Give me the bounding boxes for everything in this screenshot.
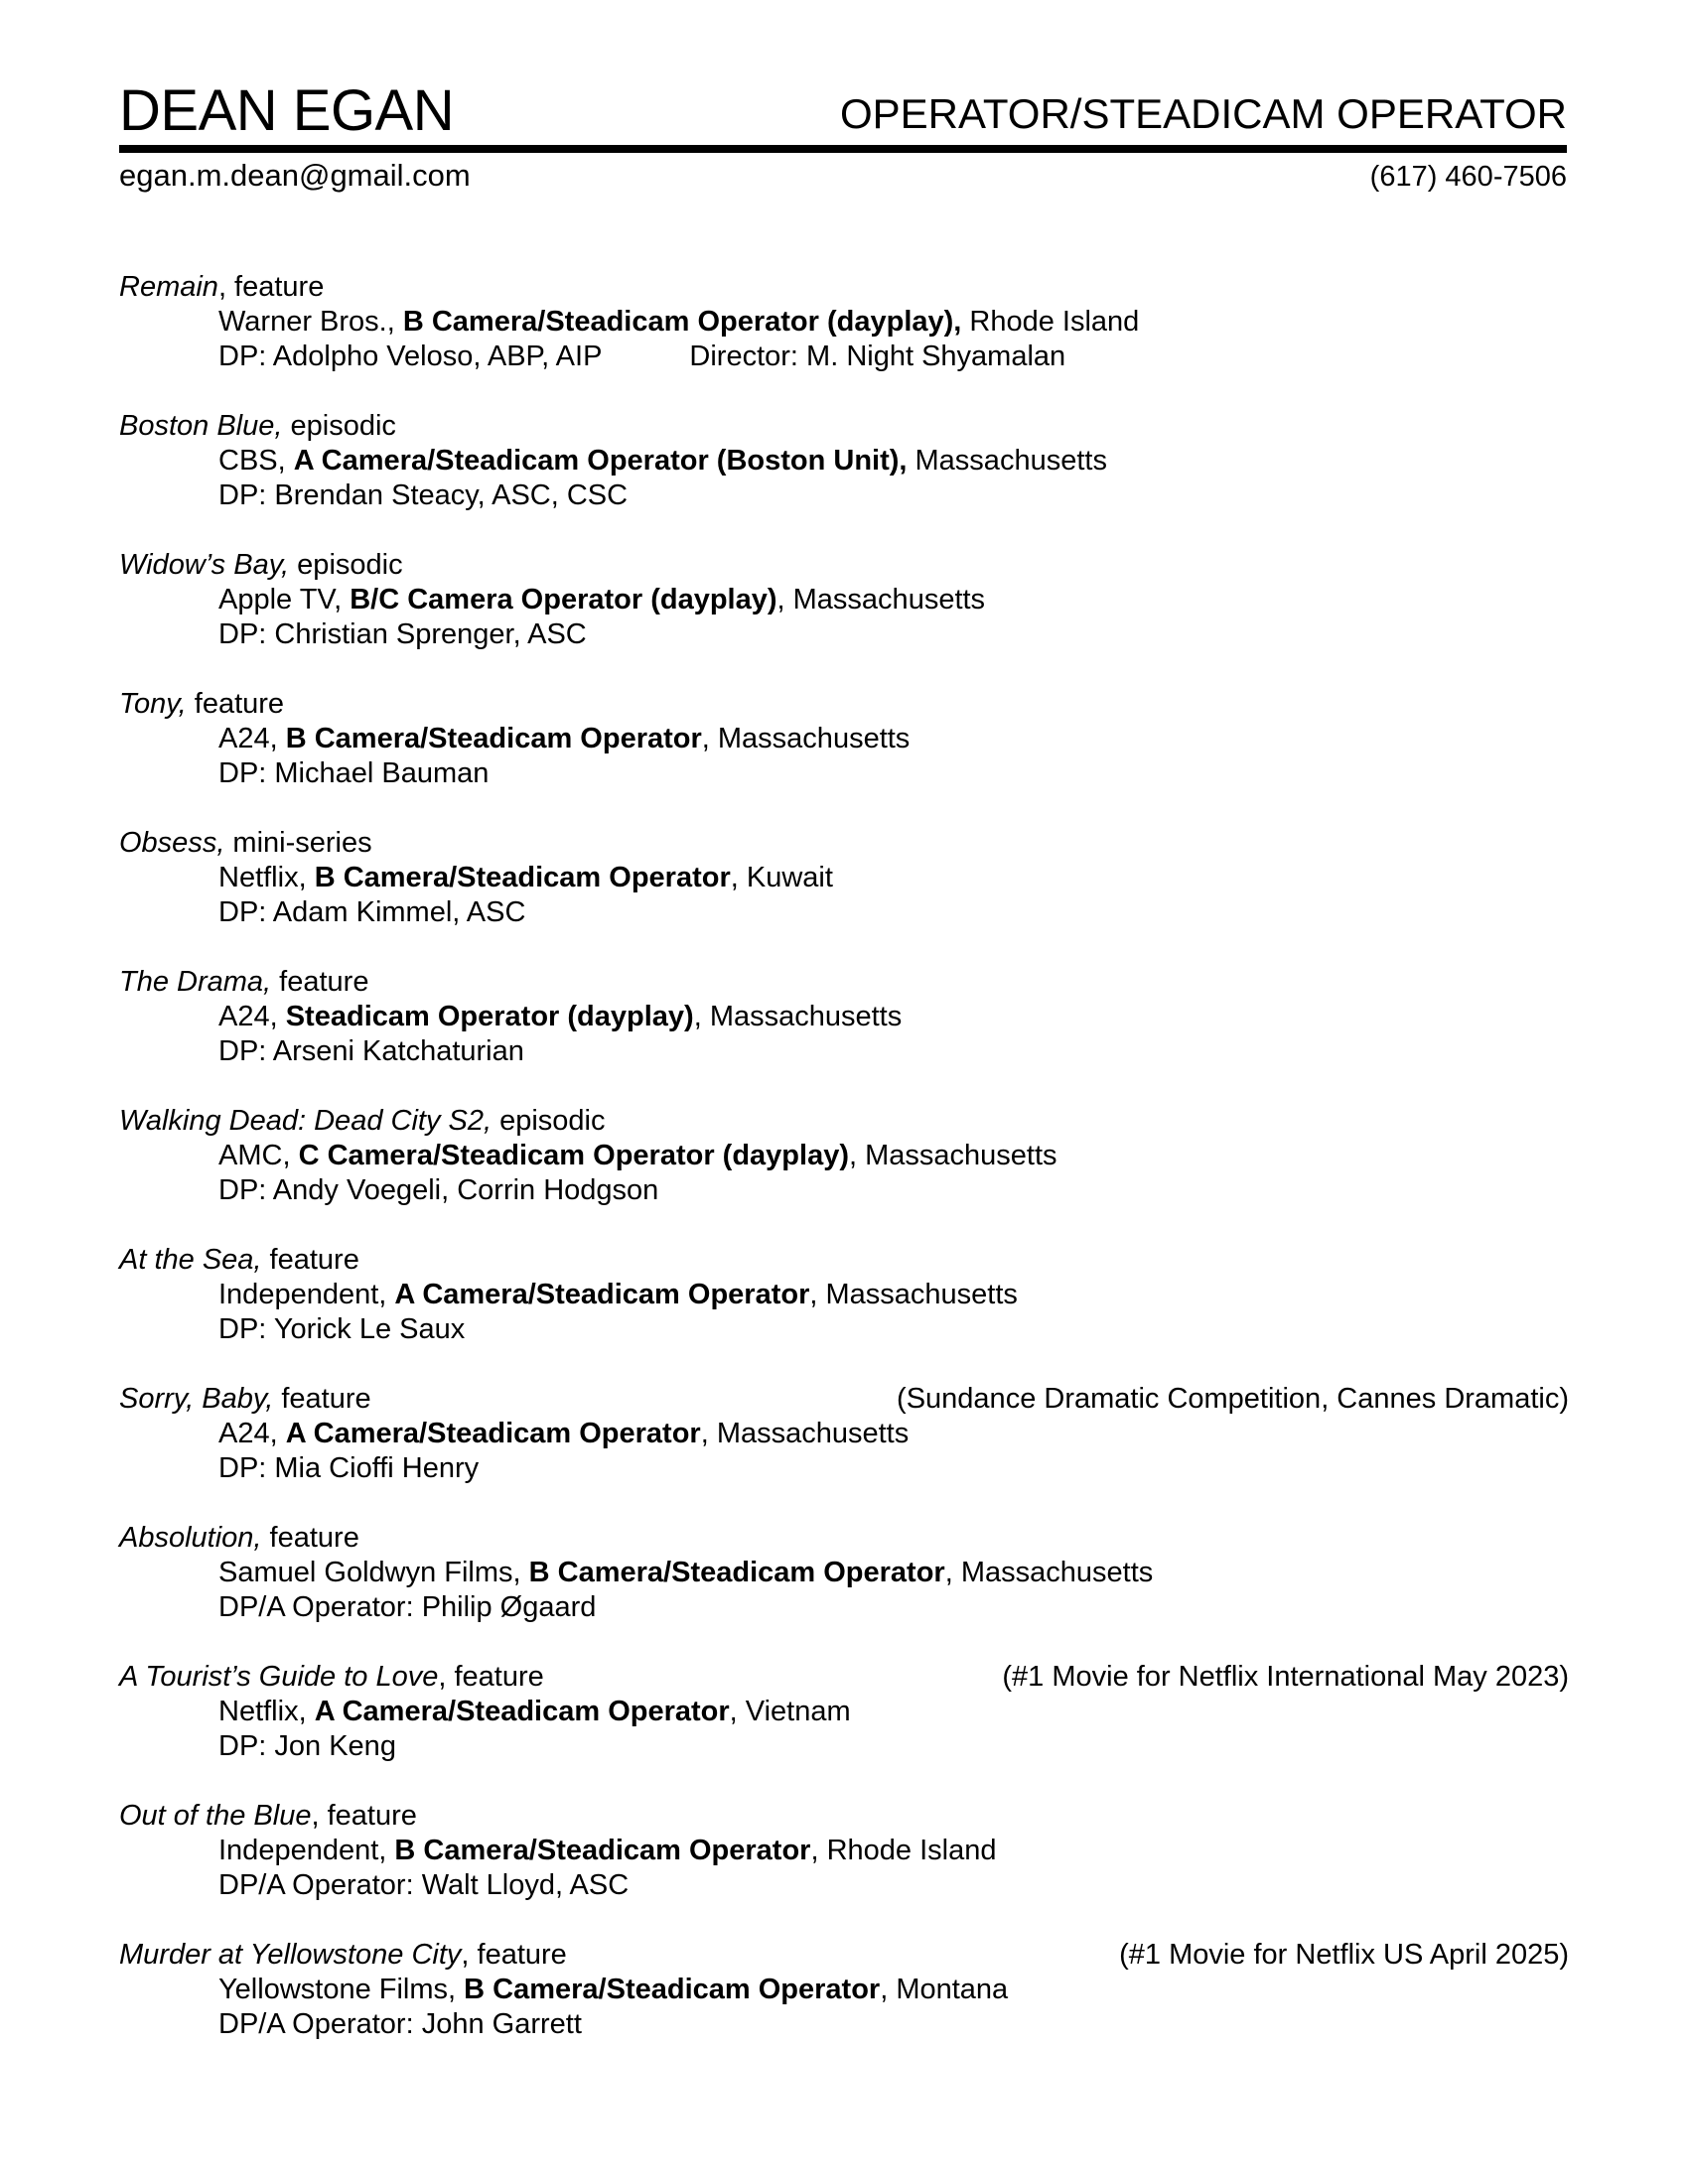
location: Rhode Island — [961, 306, 1140, 338]
studio: Independent, — [218, 1279, 395, 1310]
credit-crew-line — [119, 1868, 1569, 1903]
production-type: feature — [273, 1383, 371, 1415]
credit-entry — [119, 548, 1569, 687]
studio: Samuel Goldwyn Films, — [218, 1557, 529, 1588]
credit-entry — [119, 1243, 1569, 1382]
director-credit: Director: M. Night Shyamalan — [689, 341, 1066, 372]
dp-credit: DP: Jon Keng — [218, 1730, 396, 1762]
credit-role-line — [119, 1973, 1569, 2007]
title-separator: , — [438, 1661, 447, 1693]
credit-title-line — [119, 1521, 1569, 1556]
production-type: feature — [271, 966, 369, 998]
studio: A24, — [218, 723, 286, 754]
position: A Camera/Steadicam Operator — [285, 1418, 701, 1449]
production-title: Absolution, — [119, 1522, 262, 1554]
location: , Massachusetts — [944, 1557, 1154, 1588]
credit-crew-line — [119, 1590, 1569, 1625]
credit-title-line — [119, 826, 1569, 861]
phone-number[interactable]: (617) 460-7506 — [1369, 161, 1567, 193]
location: , Massachusetts — [849, 1140, 1057, 1171]
credit-role-line — [119, 444, 1569, 478]
studio: Independent, — [218, 1835, 395, 1866]
credit-crew-line — [119, 1034, 1569, 1069]
position: B Camera/Steadicam Operator — [528, 1557, 945, 1588]
position: Steadicam Operator (dayplay) — [285, 1001, 694, 1032]
dp-credit: DP: Brendan Steacy, ASC, CSC — [218, 479, 629, 511]
credit-entry — [119, 1938, 1569, 2077]
credit-title-line — [119, 687, 1569, 722]
credit-title-line — [119, 1799, 1569, 1834]
credit-title-line — [119, 548, 1569, 583]
production-note: (#1 Movie for Netflix US April 2025) — [1119, 1939, 1569, 1971]
credit-role-line — [119, 305, 1569, 340]
production-note: (#1 Movie for Netflix International May 2023) — [1002, 1661, 1569, 1693]
credit-entry — [119, 1521, 1569, 1660]
dp-credit: DP: Arseni Katchaturian — [218, 1035, 524, 1067]
dp-credit: DP: Yorick Le Saux — [218, 1313, 466, 1345]
credits-list — [119, 270, 1569, 2077]
credit-role-line — [119, 1417, 1569, 1451]
credit-entry — [119, 1660, 1569, 1799]
production-type: feature — [469, 1939, 567, 1971]
position: B Camera/Steadicam Operator — [394, 1835, 811, 1866]
position: A Camera/Steadicam Operator — [394, 1279, 810, 1310]
location: Massachusetts — [907, 445, 1107, 477]
production-title: A Tourist’s Guide to Love — [119, 1661, 439, 1693]
production-title: Sorry, Baby, — [119, 1383, 274, 1415]
studio: Netflix, — [218, 1696, 315, 1727]
production-note: (Sundance Dramatic Competition, Cannes Dramatic) — [897, 1383, 1569, 1415]
dp-credit: DP: Mia Cioffi Henry — [218, 1452, 480, 1484]
location: , Kuwait — [730, 862, 833, 893]
studio: A24, — [218, 1418, 286, 1449]
credit-entry — [119, 409, 1569, 548]
person-name: DEAN EGAN — [119, 78, 455, 143]
credit-crew-line — [119, 340, 1569, 374]
location: , Massachusetts — [776, 584, 986, 615]
production-type: episodic — [282, 410, 396, 442]
header-divider — [119, 145, 1567, 153]
position: B Camera/Steadicam Operator — [314, 862, 731, 893]
credit-crew-line — [119, 2007, 1569, 2042]
dp-credit: DP: Adam Kimmel, ASC — [218, 896, 526, 928]
production-title: The Drama, — [119, 966, 272, 998]
studio: Netflix, — [218, 862, 315, 893]
dp-credit: DP: Andy Voegeli, Corrin Hodgson — [218, 1174, 659, 1206]
production-type: feature — [261, 1522, 359, 1554]
production-type: episodic — [289, 549, 403, 581]
credit-role-line — [119, 1000, 1569, 1034]
production-type: feature — [319, 1800, 417, 1832]
production-type: episodic — [492, 1105, 606, 1137]
credit-role-line — [119, 583, 1569, 617]
production-type: mini-series — [224, 827, 372, 859]
studio: A24, — [218, 1001, 286, 1032]
studio: AMC, — [218, 1140, 299, 1171]
location: , Massachusetts — [809, 1279, 1018, 1310]
location: , Vietnam — [729, 1696, 851, 1727]
production-title: Obsess, — [119, 827, 225, 859]
credit-crew-line — [119, 756, 1569, 791]
credit-crew-line — [119, 617, 1569, 652]
credit-role-line — [119, 1834, 1569, 1868]
production-type: feature — [261, 1244, 359, 1276]
credit-role-line — [119, 722, 1569, 756]
studio: CBS, — [218, 445, 294, 477]
position: B Camera/Steadicam Operator — [285, 723, 702, 754]
dp-credit: DP/A Operator: Philip Øgaard — [218, 1591, 597, 1623]
position: B/C Camera Operator (dayplay) — [350, 584, 777, 615]
production-title: Out of the Blue — [119, 1800, 312, 1832]
email-address[interactable]: egan.m.dean@gmail.com — [119, 158, 471, 193]
production-title: Boston Blue, — [119, 410, 283, 442]
production-title: Walking Dead: Dead City S2, — [119, 1105, 492, 1137]
title-separator: , — [311, 1800, 320, 1832]
location: , Rhode Island — [810, 1835, 997, 1866]
dp-credit: DP/A Operator: Walt Lloyd, ASC — [218, 1869, 630, 1901]
studio: Warner Bros., — [218, 306, 403, 338]
production-title: At the Sea, — [119, 1244, 262, 1276]
position: A Camera/Steadicam Operator (Boston Unit), — [293, 445, 908, 477]
credit-entry — [119, 1799, 1569, 1938]
credit-entry — [119, 687, 1569, 826]
location: , Massachusetts — [700, 1418, 910, 1449]
position: A Camera/Steadicam Operator — [314, 1696, 730, 1727]
location: , Massachusetts — [701, 723, 911, 754]
credit-role-line — [119, 1278, 1569, 1312]
production-type: feature — [226, 271, 325, 303]
production-type: feature — [446, 1661, 544, 1693]
credit-title-line — [119, 1104, 1569, 1139]
studio: Apple TV, — [218, 584, 351, 615]
credit-title-line — [119, 1382, 1569, 1417]
credit-title-line — [119, 1938, 1569, 1973]
credit-entry — [119, 1382, 1569, 1521]
location: , Montana — [880, 1974, 1009, 2005]
credit-title-line — [119, 965, 1569, 1000]
credit-title-line — [119, 409, 1569, 444]
credit-entry — [119, 826, 1569, 965]
production-title: Tony, — [119, 688, 187, 720]
position: B Camera/Steadicam Operator — [464, 1974, 881, 2005]
title-separator: , — [461, 1939, 470, 1971]
credit-crew-line — [119, 478, 1569, 513]
title-separator: , — [217, 271, 226, 303]
job-title: OPERATOR/STEADICAM OPERATOR — [839, 90, 1567, 137]
position: C Camera/Steadicam Operator (dayplay) — [298, 1140, 849, 1171]
studio: Yellowstone Films, — [218, 1974, 465, 2005]
credit-title-line — [119, 270, 1569, 305]
dp-credit: DP: Christian Sprenger, ASC — [218, 618, 587, 650]
credit-crew-line — [119, 1729, 1569, 1764]
dp-credit: DP/A Operator: John Garrett — [218, 2008, 582, 2040]
production-title: Widow’s Bay, — [119, 549, 290, 581]
credit-crew-line — [119, 895, 1569, 930]
credit-title-line — [119, 1243, 1569, 1278]
dp-credit: DP: Michael Bauman — [218, 757, 490, 789]
credit-role-line — [119, 1695, 1569, 1729]
credit-role-line — [119, 1139, 1569, 1173]
credit-crew-line — [119, 1312, 1569, 1347]
production-title: Murder at Yellowstone City — [119, 1939, 462, 1971]
production-type: feature — [186, 688, 285, 720]
dp-credit: DP: Adolpho Veloso, ABP, AIP — [218, 341, 603, 372]
credit-crew-line — [119, 1173, 1569, 1208]
credit-entry — [119, 270, 1569, 409]
location: , Massachusetts — [693, 1001, 903, 1032]
credit-crew-line — [119, 1451, 1569, 1486]
credit-entry — [119, 1104, 1569, 1243]
credit-entry — [119, 965, 1569, 1104]
position: B Camera/Steadicam Operator (dayplay), — [402, 306, 962, 338]
credit-role-line — [119, 1556, 1569, 1590]
credit-title-line — [119, 1660, 1569, 1695]
production-title: Remain — [119, 271, 218, 303]
credit-role-line — [119, 861, 1569, 895]
